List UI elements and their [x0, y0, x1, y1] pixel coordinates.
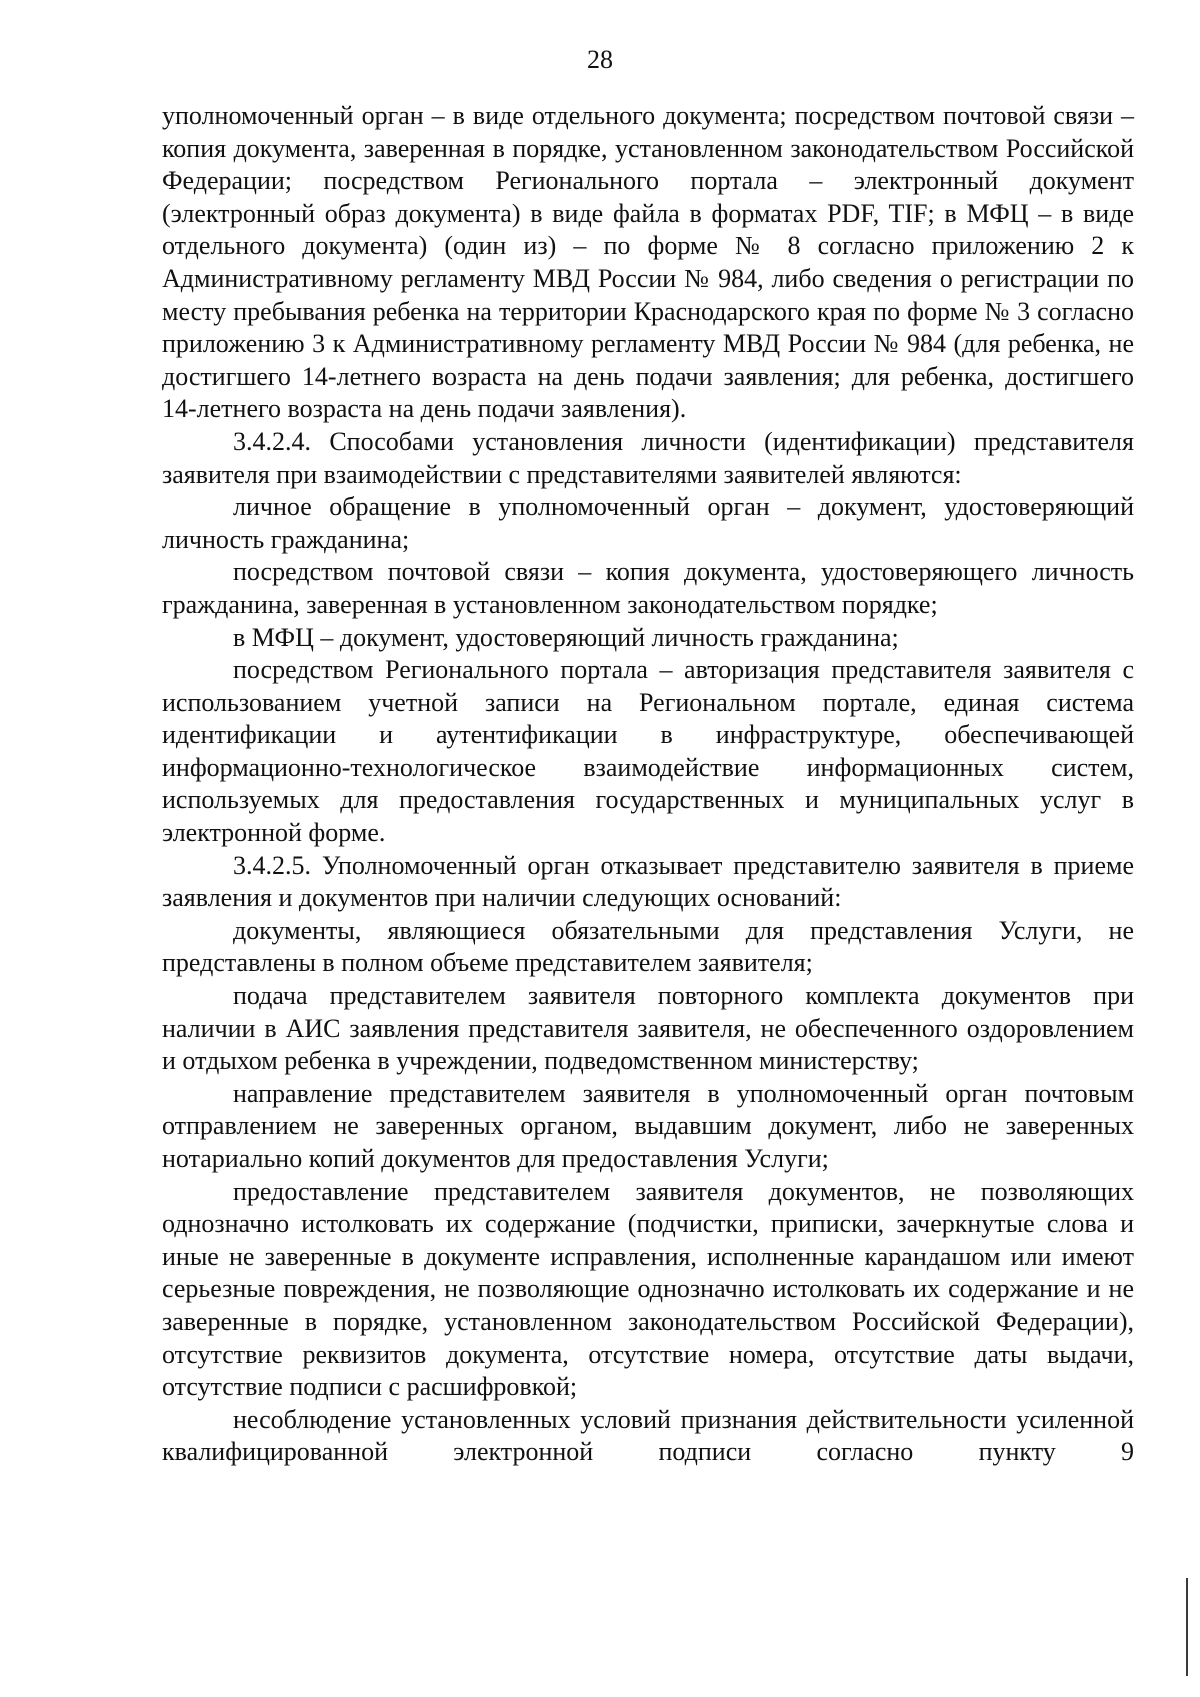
- paragraph-mfc: в МФЦ – документ, удостоверяющий личность гражданина;: [233, 622, 899, 652]
- document-body: [162, 100, 1134, 1469]
- paragraph-3-4-2-4: 3.4.2.4. Способами установления личности (идентификации) представителя заявителя при взаимодействии с представителями заявителей являются:: [162, 426, 1134, 489]
- paragraph-incomplete-documents: документы, являющиеся обязательными для представления Услуги, не представлены в полном объеме представителем заявителя;: [162, 915, 1134, 978]
- paragraph-signature-noncompliance: несоблюдение установленных условий признания действительности усиленной квалифицированной электронной подписи согласно пункту 9: [162, 1404, 1134, 1467]
- scan-edge-mark: [1186, 1578, 1188, 1676]
- paragraph-postal: посредством почтовой связи – копия документа, удостоверяющего личность гражданина, заверенная в установленном законодательством порядке;: [162, 557, 1134, 619]
- paragraph-continuation: уполномоченный орган – в виде отдельного документа; посредством почтовой связи – копия документа, заверенная в порядке, установленном законодательством Российской Федерации; посредством Регионального портала – электронный документ (электронный образ документа) в виде файла в форматах PDF, TIF; в МФЦ – в виде отдельного документа) (один из) – по форме № 8 согласно приложению 2 к Административному регламенту МВД России № 984, либо сведения о регистрации по месту пребывания ребенка на территории Краснодарского края по форме № 3 согласно приложению 3 к Административному регламенту МВД России № 984 (для ребенка, не достигшего 14-летнего возраста на день подачи заявления; для ребенка, достигшего 14-летнего возраста на день подачи заявления).: [162, 101, 1134, 424]
- page-number: 28: [587, 45, 613, 74]
- paragraph-regional-portal: посредством Регионального портала – авторизация представителя заявителя с использованием учетной записи на Региональном портале, единая система идентификации и аутентификации в инфраструктуре, обеспечивающей информационно-технологическое взаимодействие информационных систем, используемых для предоставления государственных и муниципальных услуг в электронной форме.: [162, 655, 1134, 848]
- paragraph-3-4-2-5: 3.4.2.5. Уполномоченный орган отказывает представителю заявителя в приеме заявления и документов при наличии следующих оснований:: [162, 850, 1134, 913]
- paragraph-unverified-copies: направление представителем заявителя в уполномоченный орган почтовым отправлением не заверенных органом, выдавшим документ, либо не заверенных нотариально копий документов для предоставления Услуги;: [162, 1078, 1134, 1173]
- paragraph-repeat-submission: подача представителем заявителя повторного комплекта документов при наличии в АИС заявления представителя заявителя, не обеспеченного оздоровлением и отдыхом ребенка в учреждении, подведомственном министерству;: [162, 981, 1134, 1076]
- paragraph-ambiguous-documents: предоставление представителем заявителя документов, не позволяющих однозначно истолковать их содержание (подчистки, приписки, зачеркнутые слова и иные не заверенные в документе исправления, исполненные карандашом или имеют серьезные повреждения, не позволяющие однозначно истолковать их содержание и не заверенные в порядке, установленном законодательством Российской Федерации), отсутствие реквизитов документа, отсутствие номера, отсутствие даты выдачи, отсутствие подписи с расшифровкой;: [162, 1176, 1134, 1402]
- paragraph-personal-visit: личное обращение в уполномоченный орган – документ, удостоверяющий личность гражданина;: [162, 492, 1134, 554]
